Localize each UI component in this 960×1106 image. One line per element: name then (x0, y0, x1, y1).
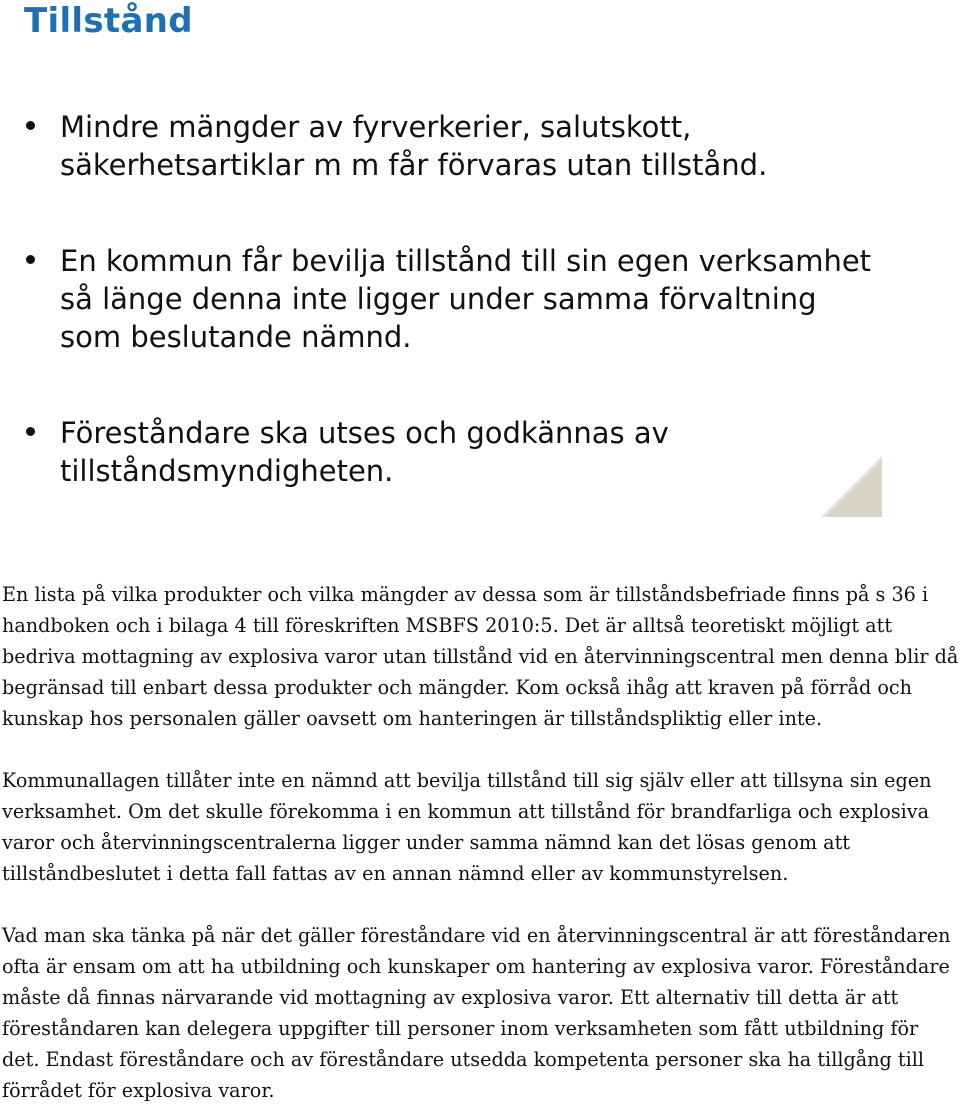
bullet-icon (26, 427, 35, 436)
page-curl-icon (821, 456, 882, 517)
slide-image (0, 0, 900, 530)
bullet-text: Föreståndare ska utses och godkännas av tillståndsmyndigheten. (60, 416, 669, 488)
body-text (2, 579, 960, 1106)
paragraph: En lista på vilka produkter och vilka mängder av dessa som är tillståndsbefriade finns på s 36 i handboken och i bilaga 4 till föreskriften MSBFS 2010:5. Det är alltså teoretiskt möjligt att bedriva mottagning av explosiva varor utan tillstånd vid en återvinningscentral men denna blir då begränsad till enbart dessa produkter och mängder. Kom också ihåg att kraven på förråd och kunskap hos personalen gäller oavsett om hanteringen är tillståndspliktig eller inte. (2, 583, 959, 730)
paragraph: Vad man ska tänka på när det gäller föreståndare vid en återvinningscentral är att föreståndaren ofta är ensam om att ha utbildning och kunskaper om hantering av explosiva varor. Föreståndare måste då finnas närvarande vid mottagning av explosiva varor. Ett alternativ till detta är att föreståndaren kan delegera uppgifter till personer inom verksamheten som fått utbildning för det. Endast föreståndare och av föreståndare utsedda kompetenta personer ska ha tillgång till förrådet för explosiva varor. (2, 924, 951, 1102)
bullet-list (22, 108, 882, 490)
slide-title: Tillstånd (24, 1, 193, 41)
bullet-item (22, 108, 882, 184)
bullet-text: Mindre mängder av fyrverkerier, salutskott, säkerhetsartiklar m m får förvaras utan tillstånd. (60, 110, 768, 182)
bullet-text: En kommun får bevilja tillstånd till sin egen verksamhet så länge denna inte ligger under samma förvaltning som beslutande nämnd. (60, 244, 872, 354)
paragraph: Kommunallagen tillåter inte en nämnd att bevilja tillstånd till sig själv eller att tillsyna sin egen verksamhet. Om det skulle förekomma i en kommun att tillstånd för brandfarliga och explosiva varor och återvinningscentralerna ligger under samma nämnd kan det lösas genom att tillståndbeslutet i detta fall fattas av en annan nämnd eller av kommunstyrelsen. (2, 769, 932, 885)
bullet-item (22, 414, 882, 490)
bullet-icon (26, 121, 35, 130)
bullet-item (22, 242, 882, 356)
bullet-icon (26, 255, 35, 264)
